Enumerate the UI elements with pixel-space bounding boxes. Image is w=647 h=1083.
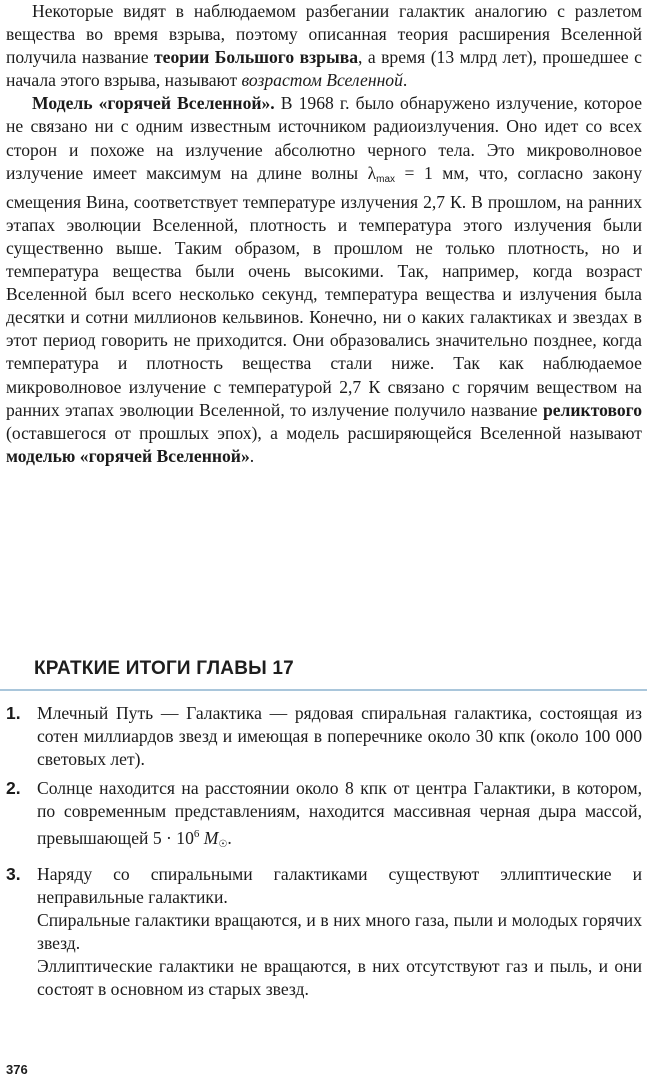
item-number: 2. xyxy=(6,778,21,799)
item-line: Эллиптические галактики не вращаются, в них отсутствуют газ и пыль, и они состоят в основном из старых звезд. xyxy=(37,955,642,1000)
paragraph-title: Модель «горячей Вселенной». xyxy=(32,93,275,114)
item-text: Млечный Путь — Галактика — рядовая спиральная галактика, состоящая из сотен миллиардов звезд и имеющая в поперечнике около 30 кпк (около 100 000 световых лет). xyxy=(37,703,642,770)
summary-item xyxy=(0,863,647,1002)
paragraph-big-bang xyxy=(6,0,642,92)
body-text xyxy=(6,0,642,468)
mass-symbol: M xyxy=(199,828,219,849)
text-run: = 1 мм, что, согласно закону смещения Вина, соответствует температуре излучения 2,7 К. В прошлом, на ранних этапах эволюции Вселенной, плотность и температура этого излучения были существенно выше. Таким образом, в прошлом не только плотность, но и температура вещества были очень высокими. Так, например, когда возраст Вселенной был всего несколько секунд, температура вещества и излучения была десятки и сотни миллионов кельвинов. Конечно, ни о каких галактиках и звездах в этот период говорить не приходится. Они образовались значительно позднее, когда температура и плотность вещества стали ниже. Так как наблюдаемое микроволновое излучение с температурой 2,7 К связано с горячим веществом на ранних этапах эволюции Вселенной, то излучение получило название xyxy=(6,162,642,420)
item-text xyxy=(37,777,642,856)
term-relic: реликтового xyxy=(542,399,642,420)
text-run: Солнце находится на расстоянии около 8 кпк от центра Галактики, в котором, по современным представлениям, находится массивная черная дыра массой, превышающей 5 · 10 xyxy=(37,778,642,849)
lambda-symbol: λ xyxy=(367,162,377,183)
summary-item xyxy=(0,777,647,856)
term-hot-universe-model: моделью «горячей Вселенной» xyxy=(6,445,250,466)
chapter-summary-heading: КРАТКИЕ ИТОГИ ГЛАВЫ 17 xyxy=(34,658,294,679)
item-number: 1. xyxy=(6,703,21,723)
text-run: . xyxy=(227,828,232,849)
lambda-subscript: max xyxy=(376,173,396,185)
term-big-bang: теории Большого взрыва xyxy=(154,47,358,68)
text-run: В 1968 г. было обнаружено излучение, которое не связано ни с одним известным источником радиоизлучения. Оно идет со всех сторон и похоже на излучение абсолютно черного тела. Это микроволновое излучение имеет максимум на длине волны xyxy=(6,93,643,183)
text-run: . xyxy=(402,70,408,91)
term-universe-age: возрастом Вселенной xyxy=(241,70,403,91)
summary-item xyxy=(0,702,647,771)
text-run: (оставшегося от прошлых эпох), а модель расширяющейся Вселенной называют xyxy=(6,422,642,443)
item-text xyxy=(37,863,642,1002)
text-run: . xyxy=(249,445,255,466)
heading-rule xyxy=(0,689,647,691)
paragraph-hot-universe xyxy=(6,92,642,468)
summary-list xyxy=(0,702,647,1007)
exponent: 6 xyxy=(193,828,200,841)
page-number: 376 xyxy=(6,1062,28,1077)
sun-symbol: ☉ xyxy=(218,839,228,851)
item-line: Наряду со спиральными галактиками существуют эллиптические и неправильные галактики. xyxy=(37,863,642,907)
item-line: Спиральные галактики вращаются, и в них много газа, пыли и молодых горячих звезд. xyxy=(37,909,642,953)
item-number: 3. xyxy=(6,863,21,884)
text-run: , а время (13 млрд лет), прошедшее с начала этого взрыва, называют xyxy=(6,47,642,91)
text-run: Некоторые видят в наблюдаемом разбегании галактик аналогию с разлетом вещества во время взрыва, поэтому описанная теория расширения Вселенной получила название xyxy=(6,1,642,68)
